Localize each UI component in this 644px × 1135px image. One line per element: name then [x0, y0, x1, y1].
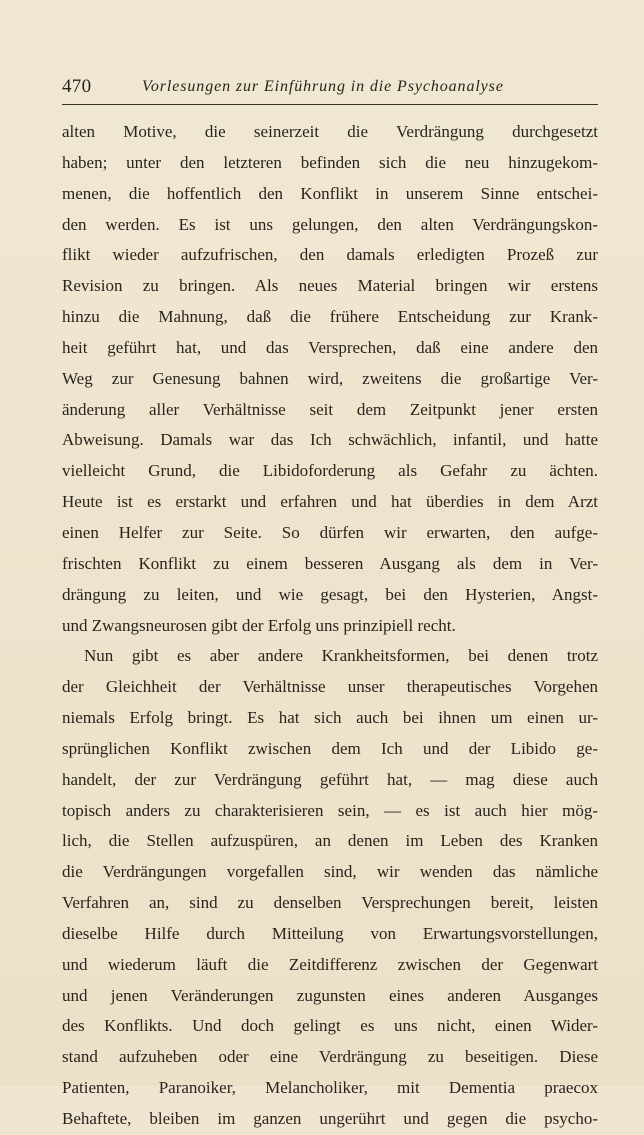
text-line: sprünglichen Konflikt zwischen dem Ich und der Libido ge- [62, 738, 598, 758]
text-line: Abweisung. Damals war das Ich schwächlich, infantil, und hatte [62, 430, 598, 450]
text-line: Patienten, Paranoiker, Melancholiker, mit Dementia praecox [62, 1078, 598, 1098]
text-line: und Zwangsneurosen gibt der Erfolg uns prinzipiell recht. [62, 615, 456, 635]
text-line: stand aufzuheben oder eine Verdrängung zu beseitigen. Diese [62, 1047, 598, 1067]
text-line: Weg zur Genesung bahnen wird, zweitens die großartige Ver- [62, 368, 598, 388]
text-line: drängung zu leiten, und wie gesagt, bei den Hysterien, Angst- [62, 584, 598, 604]
text-line: hinzu die Mahnung, daß die frühere Entscheidung zur Krank- [62, 307, 598, 327]
text-line: vielleicht Grund, die Libidoforderung als Gefahr zu ächten. [62, 461, 598, 481]
text-line: Heute ist es erstarkt und erfahren und hat überdies in dem Arzt [62, 492, 598, 512]
text-line: dieselbe Hilfe durch Mitteilung von Erwartungsvorstellungen, [62, 923, 598, 943]
text-line: niemals Erfolg bringt. Es hat sich auch bei ihnen um einen ur- [62, 708, 598, 728]
text-line: lich, die Stellen aufzuspüren, an denen im Leben des Kranken [62, 831, 598, 851]
text-line: menen, die hoffentlich den Konflikt in unserem Sinne entschei- [62, 183, 598, 203]
text-line: haben; unter den letzteren befinden sich die neu hinzugekom- [62, 152, 598, 172]
text-line: alten Motive, die seinerzeit die Verdrängung durchgesetzt [62, 122, 598, 141]
text-line: die Verdrängungen vorgefallen sind, wir wenden das nämliche [62, 862, 598, 882]
page-number: 470 [62, 76, 92, 97]
text-line: änderung aller Verhältnisse seit dem Zeitpunkt jener ersten [62, 399, 598, 419]
body-text [62, 117, 598, 1135]
running-title: Vorlesungen zur Einführung in die Psychoanalyse [142, 78, 504, 95]
text-line: der Gleichheit der Verhältnisse unser therapeutisches Vorgehen [62, 677, 598, 697]
text-line: den werden. Es ist uns gelungen, den alten Verdrängungskon- [62, 214, 598, 234]
text-line: Behaftete, bleiben im ganzen ungerührt und gegen die psycho- [62, 1109, 598, 1128]
text-line: flikt wieder aufzufrischen, den damals erledigten Prozeß zur [62, 245, 598, 265]
text-line: Nun gibt es aber andere Krankheitsformen, bei denen trotz [84, 646, 598, 666]
text-line: frischten Konflikt zu einem besseren Ausgang als dem in Ver- [62, 553, 598, 573]
text-line: Verfahren an, sind zu denselben Versprechungen bereit, leisten [62, 893, 598, 913]
text-line: und jenen Veränderungen zugunsten eines anderen Ausganges [62, 985, 598, 1005]
text-line: topisch anders zu charakterisieren sein, — es ist auch hier mög- [62, 800, 598, 820]
text-line: Revision zu bringen. Als neues Material bringen wir erstens [62, 276, 598, 296]
text-line: handelt, der zur Verdrängung geführt hat, — mag diese auch [62, 769, 598, 789]
text-line: einen Helfer zur Seite. So dürfen wir erwarten, den aufge- [62, 522, 598, 542]
header-rule [62, 104, 598, 105]
text-line: und wiederum läuft die Zeitdifferenz zwischen der Gegenwart [62, 954, 598, 974]
page-header [62, 76, 602, 102]
text-line: heit geführt hat, und das Versprechen, daß eine andere den [62, 337, 598, 357]
text-line: des Konflikts. Und doch gelingt es uns nicht, einen Wider- [62, 1016, 598, 1036]
